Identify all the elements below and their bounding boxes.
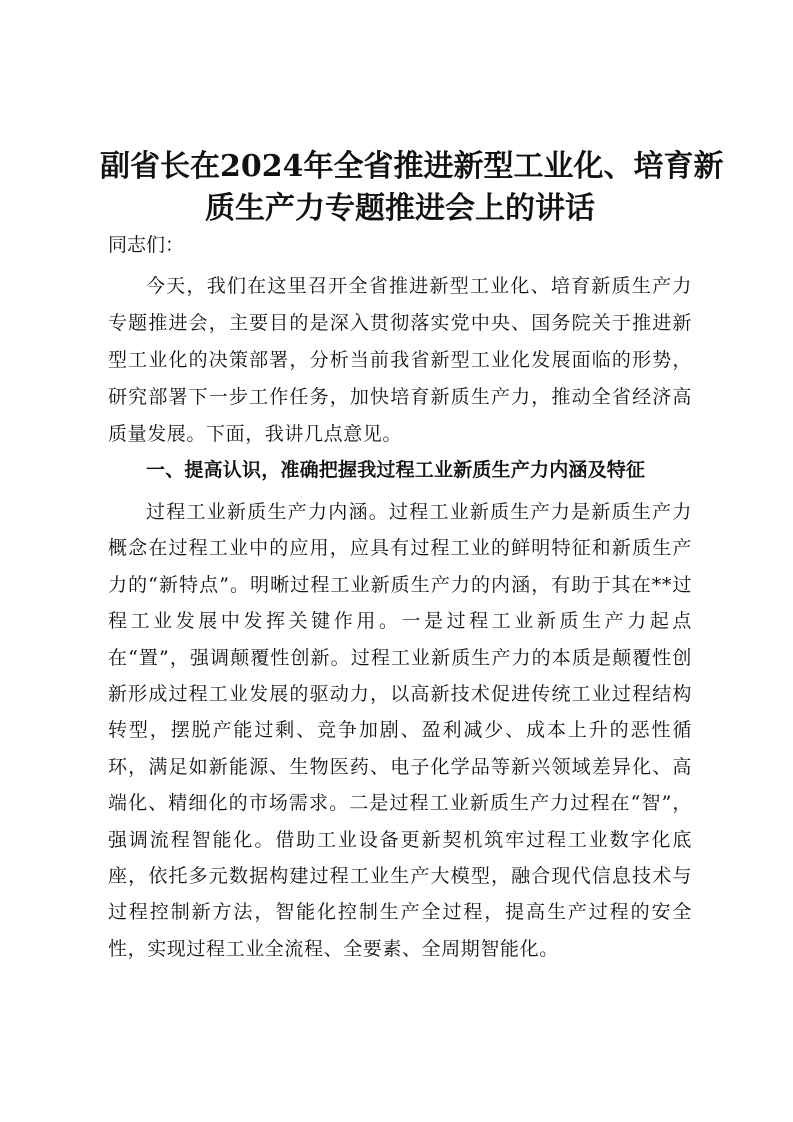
- body-paragraph: 过程工业新质生产力内涵。过程工业新质生产力是新质生产力概念在过程工业中的应用，应具有过程工业的鲜明特征和新质生产力的“新特点”。明晰过程工业新质生产力的内涵，有助于其在**过程工业发展中发挥关键作用。一是过程工业新质生产力起点在“置”，强调颠覆性创新。过程工业新质生产力的本质是颠覆性创新形成过程工业发展的驱动力，以高新技术促进传统工业过程结构转型，摆脱产能过剩、竞争加剧、盈利减少、成本上升的恶性循环，满足如新能源、生物医药、电子化学品等新兴领域差异化、高端化、精细化的市场需求。二是过程工业新质生产力过程在“智”，强调流程智能化。借助工业设备更新契机筑牢过程工业数字化底座，依托多元数据构建过程工业生产大模型，融合现代信息技术与过程控制新方法，智能化控制生产全过程，提高生产过程的安全性，实现过程工业全流程、全要素、全周期智能化。: [108, 501, 692, 960]
- document-title-line-2: 质生产力专题推进会上的讲话: [205, 191, 595, 226]
- intro-paragraph: 今天，我们在这里召开全省推进新型工业化、培育新质生产力专题推进会，主要目的是深入贯彻落实党中央、国务院关于推进新型工业化的决策部署，分析当前我省新型工业化发展面临的形势，研究部署下一步工作任务，加快培育新质生产力，推动全省经济高质量发展。下面，我讲几点意见。: [108, 275, 692, 445]
- salutation: 同志们：: [108, 234, 185, 256]
- section-heading: 一、提高认识，准确把握我过程工业新质生产力内涵及特征: [146, 459, 646, 481]
- document-title-line-1: 副省长在2024年全省推进新型工业化、培育新: [100, 149, 724, 184]
- document-title: [100, 146, 724, 230]
